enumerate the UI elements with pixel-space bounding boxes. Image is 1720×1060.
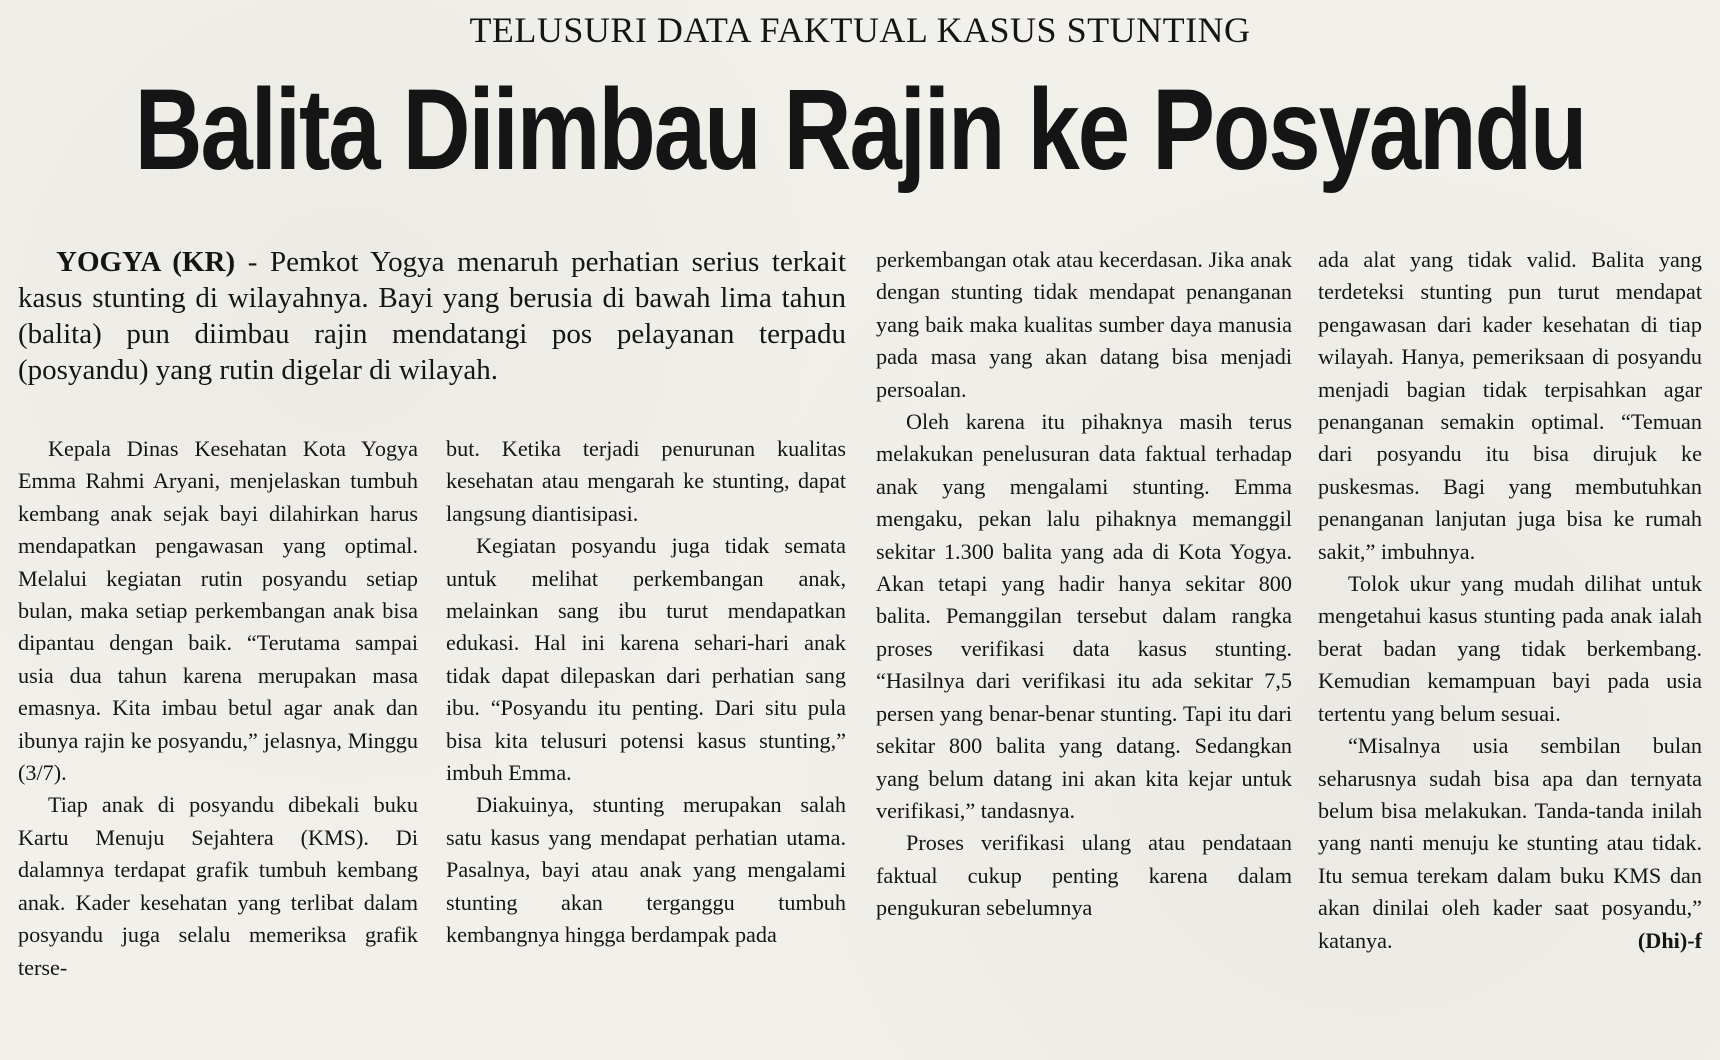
article-kicker: TELUSURI DATA FAKTUAL KASUS STUNTING: [469, 10, 1251, 50]
article-headline: Balita Diimbau Rajin ke Posyandu: [134, 65, 1586, 194]
column-3: [876, 244, 1292, 925]
paragraph: Diakuinya, stunting merupakan salah satu kasus yang mendapat perhatian utama. Pasalnya, bayi atau anak yang mengalami stunting akan terganggu tumbuh kembangnya hingga berdampak pada: [446, 792, 846, 948]
dateline: YOGYA (KR): [56, 246, 236, 278]
paragraph: Tolok ukur yang mudah dilihat untuk mengetahui kasus stunting pada anak ialah berat badan yang tidak berkembang. Kemudian kemampuan bayi pada usia tertentu yang belum sesuai.: [1318, 571, 1702, 726]
article-lead: [18, 244, 846, 388]
column-1: [18, 433, 418, 984]
paragraph: [1318, 730, 1702, 957]
paragraph: Tiap anak di posyandu dibekali buku Kartu Menuju Sejahtera (KMS). Di dalamnya terdapat grafik tumbuh kembang anak. Kader kesehatan yang terlibat dalam posyandu juga selalu memeriksa grafik terse-: [18, 792, 418, 980]
paragraph: ada alat yang tidak valid. Balita yang terdeteksi stunting pun turut mendapat pengawasan dari kader kesehatan di tiap wilayah. Hanya, pemeriksaan di posyandu menjadi bagian tidak terpisahkan agar penanganan semakin optimal. “Temuan dari posyandu itu bisa dirujuk ke puskesmas. Bagi yang membutuhkan penanganan lanjutan juga bisa ke rumah sakit,” imbuhnya.: [1318, 247, 1702, 564]
column-4: [1318, 244, 1702, 957]
paragraph: perkembangan otak atau kecerdasan. Jika anak dengan stunting tidak mendapat penanganan yang baik maka kualitas sumber daya manusia pada masa yang akan datang bisa menjadi persoalan.: [876, 247, 1292, 402]
lead-paragraph: [18, 244, 846, 388]
column-2: [446, 433, 846, 952]
paragraph: Oleh karena itu pihaknya masih terus melakukan penelusuran data faktual terhadap anak yang mengalami stunting. Emma mengaku, pekan lalu pihaknya memanggil sekitar 1.300 balita yang ada di Kota Yogya. Akan tetapi yang hadir hanya sekitar 800 balita. Pemanggilan tersebut dalam rangka proses verifikasi data kasus stunting. “Hasilnya dari verifikasi itu ada sekitar 7,5 persen yang benar-benar stunting. Tapi itu dari sekitar 800 balita yang datang. Sedangkan yang belum datang ini akan kita kejar untuk verifikasi,” tandasnya.: [876, 409, 1292, 823]
author-signoff: (Dhi)-f: [1637, 927, 1702, 953]
paragraph: Kepala Dinas Kesehatan Kota Yogya Emma Rahmi Aryani, menjelaskan tumbuh kembang anak sejak bayi dilahirkan harus mendapatkan pengawasan yang optimal. Melalui kegiatan rutin posyandu setiap bulan, maka setiap perkembangan anak bisa dipantau dengan baik. “Terutama sampai usia dua tahun karena merupakan masa emasnya. Kita imbau betul agar anak dan ibunya rajin ke posyandu,” jelasnya, Minggu (3/7).: [18, 436, 418, 786]
paragraph: Kegiatan posyandu juga tidak semata untuk melihat perkembangan anak, melainkan sang ibu turut mendapatkan edukasi. Hal ini karena sehari-hari anak tidak dapat dilepaskan dari perhatian sang ibu. “Posyandu itu penting. Dari situ pula bisa kita telusuri potensi kasus stunting,” imbuh Emma.: [446, 533, 846, 786]
lead-text: - Pemkot Yogya menaruh perhatian serius terkait kasus stunting di wilayahnya. Bayi yang berusia di bawah lima tahun (balita) pun diimbau rajin mendatangi pos pelayanan terpadu (posyandu) yang rutin digelar di wilayah.: [18, 246, 846, 386]
paragraph-text: “Misalnya usia sembilan bulan seharusnya sudah bisa apa dan ternyata belum bisa melakukan. Tanda-tanda inilah yang nanti menuju ke stunting atau tidak. Itu semua terekam dalam buku KMS dan akan dinilai oleh kader saat posyandu,” katanya.: [1318, 733, 1702, 953]
paragraph: but. Ketika terjadi penurunan kualitas kesehatan atau mengarah ke stunting, dapat langsung diantisipasi.: [446, 436, 846, 526]
paragraph: Proses verifikasi ulang atau pendataan faktual cukup penting karena dalam pengukuran sebelumnya: [876, 830, 1292, 921]
article-body: [18, 244, 1702, 1056]
